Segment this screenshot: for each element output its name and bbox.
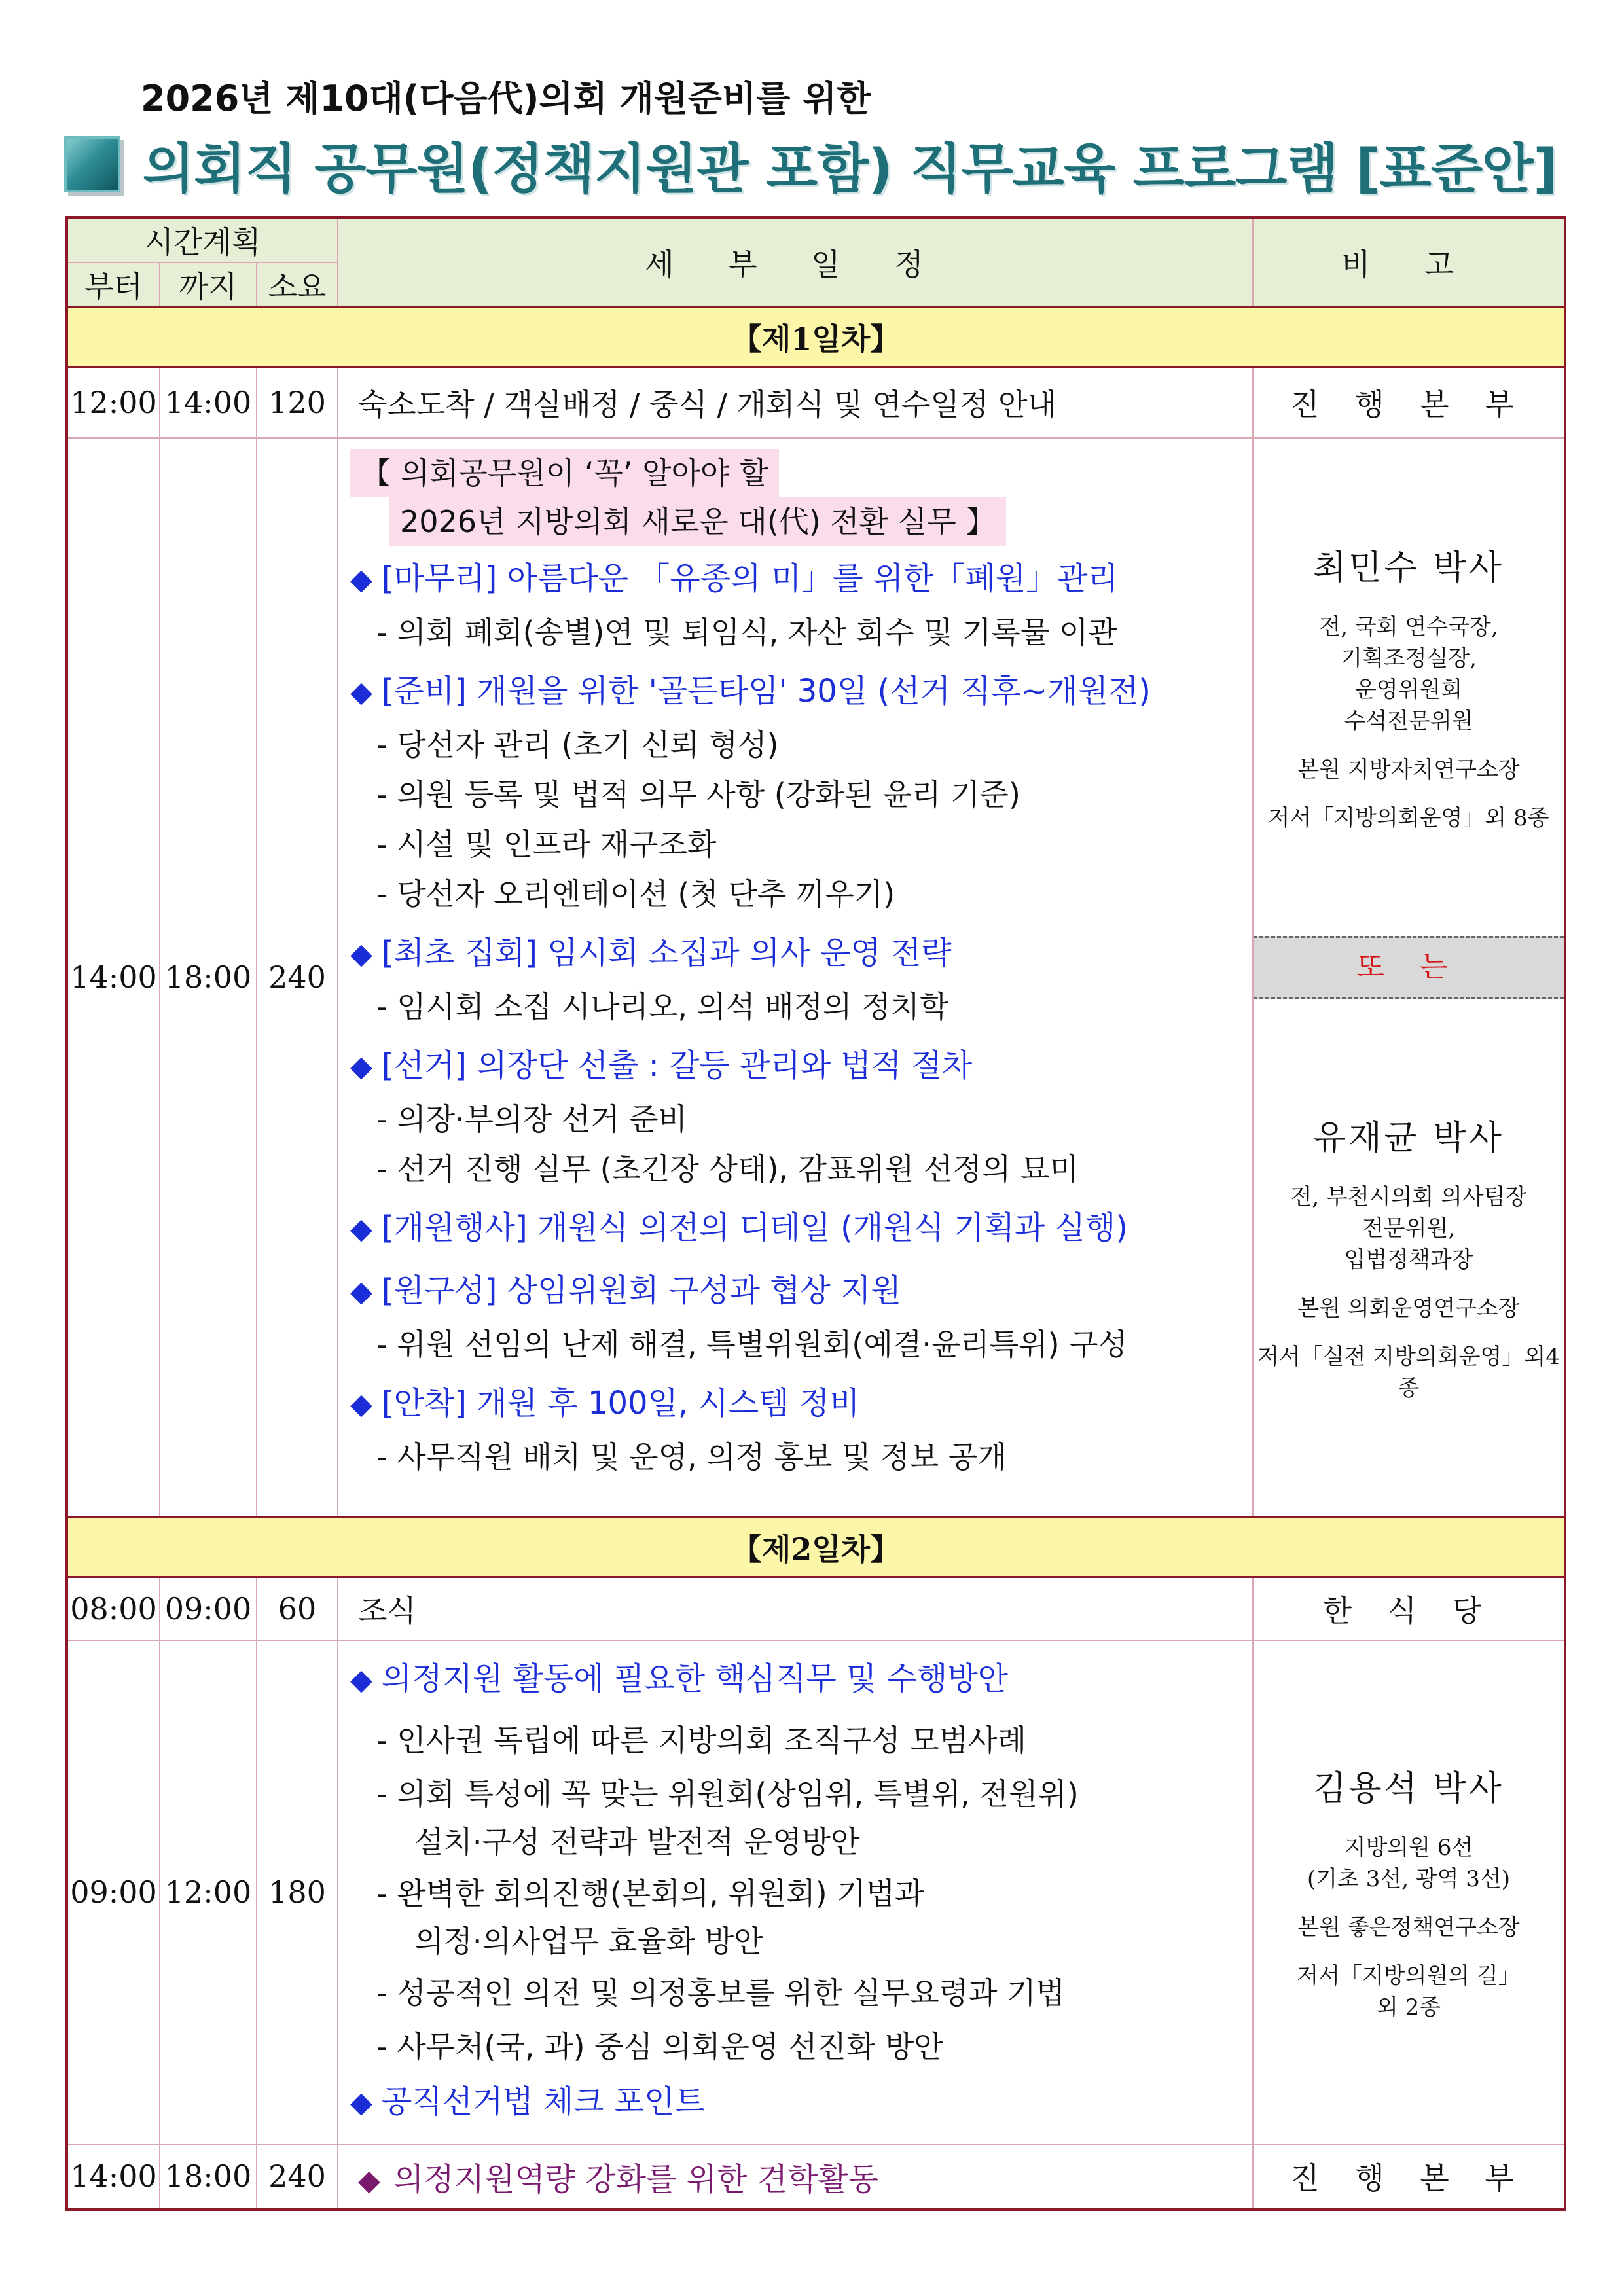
program-subitem: - 사무직원 배치 및 운영, 의정 홍보 및 정보 공개 [376,1439,1007,1475]
program-subitem: - 사무처(국, 과) 중심 의회운영 선진화 방안 [376,2028,943,2064]
day2-row3-duration: 240 [257,2144,338,2210]
diamond-icon: ◆ [350,937,372,971]
day2-row2-from: 09:00 [67,1640,160,2144]
program-subitem: - 의장·부의장 선거 준비 [376,1101,688,1137]
program-subitem: - 인사권 독립에 따른 지방의회 조직구성 모범사례 [376,1722,1027,1758]
program-heading-text: [마무리] 아름다운 「유종의 미」를 위한「폐원」관리 [381,560,1118,597]
page-title: 의회직 공무원(정책지원관 포함) 직무교육 프로그램 [표준안] [143,137,1557,200]
program-subitem: - 당선자 오리엔테이션 (첫 단추 끼우기) [376,876,895,912]
lecturer-desc-line: (기초 3선, 광역 3선) [1307,1866,1511,1892]
program-heading-text: [개원행사] 개원식 의전의 디테일 (개원식 기획과 실행) [381,1209,1128,1246]
lecturer-desc-line: 저서「실전 지방의회운영」외4종 [1257,1344,1560,1401]
lecturer-desc-line: 전문위원, [1362,1215,1456,1242]
diamond-icon: ◆ [350,562,372,596]
lecturer2-desc [1254,1181,1564,1404]
lecturer-desc-line: 전, 부천시의회 의사팀장 [1290,1184,1527,1210]
program-heading-text: [원구성] 상임위원회 구성과 협상 지원 [381,1272,901,1309]
diamond-icon: ◆ [350,1211,372,1246]
title-row [64,128,1557,200]
lecturer-desc-line: 본원 의회운영연구소장 [1297,1295,1520,1321]
day2-subs [350,1715,1252,2072]
lecturer-desc-line: 외 2종 [1376,1994,1441,2020]
time-plan-header: 시간계획 [67,217,338,262]
day1-row1-to: 14:00 [160,367,257,438]
program-subitem: 설치·구성 전략과 발전적 운영방안 [414,1823,860,1859]
lecturer-desc-line: 수석전문위원 [1344,708,1473,734]
schedule-table [65,216,1566,2211]
note-header: 비 고 [1253,217,1565,308]
day1-row1-duration: 120 [257,367,338,438]
lecturer3-name: 김용석 박사 [1313,1769,1504,1808]
day2-row3-detail: 의정지원역량 강화를 위한 견학활동 [393,2161,879,2198]
day2-row3-from: 14:00 [67,2144,160,2210]
detail-header: 세 부 일 정 [338,217,1253,308]
diamond-icon: ◆ [350,1049,372,1083]
program-subitem: - 의회 특성에 꼭 맞는 위원회(상임위, 특별위, 전원위) [376,1776,1079,1812]
lecturer3-desc [1254,1832,1564,2023]
day2-row2-duration: 180 [257,1640,338,2144]
day1-program [338,438,1253,1518]
lecturer1-block [1254,439,1564,936]
lecturer-desc-line: 저서「지방의회운영」외 8종 [1268,805,1549,831]
day2-row3-to: 18:00 [160,2144,257,2210]
lecturer1-desc [1254,611,1564,834]
program-subitem: - 임시회 소집 시나리오, 의석 배정의 정치학 [376,988,949,1024]
day2-row3-note: 진 행 본 부 [1253,2144,1565,2210]
program-subitem: - 당선자 관리 (초기 신뢰 형성) [376,726,779,762]
day1-row1-note: 진 행 본 부 [1253,367,1565,438]
day2-row1-to: 09:00 [160,1577,257,1640]
day1-row2-from: 14:00 [67,438,160,1518]
program-subitem: 의정·의사업무 효율화 방안 [414,1923,763,1959]
diamond-icon: ◆ [350,1662,372,1696]
diamond-icon: ◆ [358,2163,380,2197]
day1-label: 【제1일차】 [67,308,1565,367]
program-heading [350,925,1252,982]
day2-row1-from: 08:00 [67,1577,160,1640]
program-subitem: - 의회 폐회(송별)연 및 퇴임식, 자산 회수 및 기록물 이관 [376,614,1117,650]
square-bullet-icon [64,136,120,192]
program-heading [350,551,1252,607]
lecturer2-block [1254,999,1564,1516]
day1-row1-from: 12:00 [67,367,160,438]
day2-row1-duration: 60 [257,1577,338,1640]
day2-head2: 공직선거법 체크 포인트 [381,2083,706,2120]
day1-items [350,551,1252,1482]
day1-lecturers [1253,438,1565,1518]
lecturer2-name: 유재균 박사 [1313,1119,1504,1158]
lecturer-desc-line: 입법정책과장 [1344,1247,1473,1273]
program-subitem: - 완벽한 회의진행(본회의, 위원회) 기법과 [376,1875,924,1911]
from-header: 부터 [67,262,160,308]
program-heading [350,664,1252,720]
to-header: 까지 [160,262,257,308]
diamond-icon: ◆ [350,675,372,709]
day2-head1: 의정지원 활동에 필요한 핵심직무 및 수행방안 [381,1660,1009,1697]
banner-line2: 2026년 지방의회 새로운 대(代) 전환 실무 】 [389,497,1006,546]
program-heading [350,1200,1252,1257]
day2-label: 【제2일차】 [67,1518,1565,1577]
program-subitem: - 의원 등록 및 법적 의무 사항 (강화된 윤리 기준) [376,776,1020,812]
program-subitem: - 위원 선임의 난제 해결, 특별위원회(예결·윤리특위) 구성 [376,1326,1128,1362]
lecturer-desc-line: 지방의원 6선 [1344,1835,1473,1861]
program-subitem: - 시설 및 인프라 재구조화 [376,826,717,862]
program-heading [350,1376,1252,1432]
duration-header: 소요 [257,262,338,308]
banner-line1: 【 의회공무원이 ‘꼭’ 알아야 할 [350,449,779,497]
day2-row1-detail: 조식 [358,1592,416,1628]
program-heading-text: [선거] 의장단 선출 : 갈등 관리와 법적 절차 [381,1047,973,1084]
lecturer1-name: 최민수 박사 [1313,548,1504,588]
diamond-icon: ◆ [350,2085,372,2119]
day2-row2-to: 12:00 [160,1640,257,2144]
day1-row2-to: 18:00 [160,438,257,1518]
program-heading [350,1038,1252,1094]
program-subitem: - 성공적인 의전 및 의정홍보를 위한 실무요령과 기법 [376,1975,1066,2011]
program-subitem: - 선거 진행 실무 (초긴장 상태), 감표위원 선정의 묘미 [376,1151,1079,1187]
or-label: 또 는 [1254,936,1564,999]
lecturer-desc-line: 기획조정실장, [1341,645,1477,672]
day1-row1-detail: 숙소도착 / 객실배정 / 중식 / 개회식 및 연수일정 안내 [358,386,1056,422]
day1-row2-duration: 240 [257,438,338,1518]
program-heading-text: [안착] 개원 후 100일, 시스템 정비 [381,1384,860,1422]
day2-program [338,1640,1253,2144]
lecturer-desc-line: 저서「지방의원의 길」 [1297,1963,1521,1989]
lecturer-desc-line: 운영위원회 [1354,677,1463,703]
diamond-icon: ◆ [350,1387,372,1421]
program-heading-text: [최초 집회] 임시회 소집과 의사 운영 전략 [381,934,952,971]
lecturer-desc-line: 본원 지방자치연구소장 [1297,757,1520,783]
program-heading-text: [준비] 개원을 위한 '골든타임' 30일 (선거 직후~개원전) [381,672,1151,709]
diamond-icon: ◆ [350,1274,372,1308]
program-heading [350,1263,1252,1319]
day2-lecturer [1253,1640,1565,2144]
lecturer-desc-line: 본원 좋은정책연구소장 [1297,1914,1520,1941]
subtitle-line: 2026년 제10대(다음代)의회 개원준비를 위한 [141,78,871,119]
lecturer-desc-line: 전, 국회 연수국장, [1319,614,1498,640]
day2-row1-note: 한 식 당 [1253,1577,1565,1640]
